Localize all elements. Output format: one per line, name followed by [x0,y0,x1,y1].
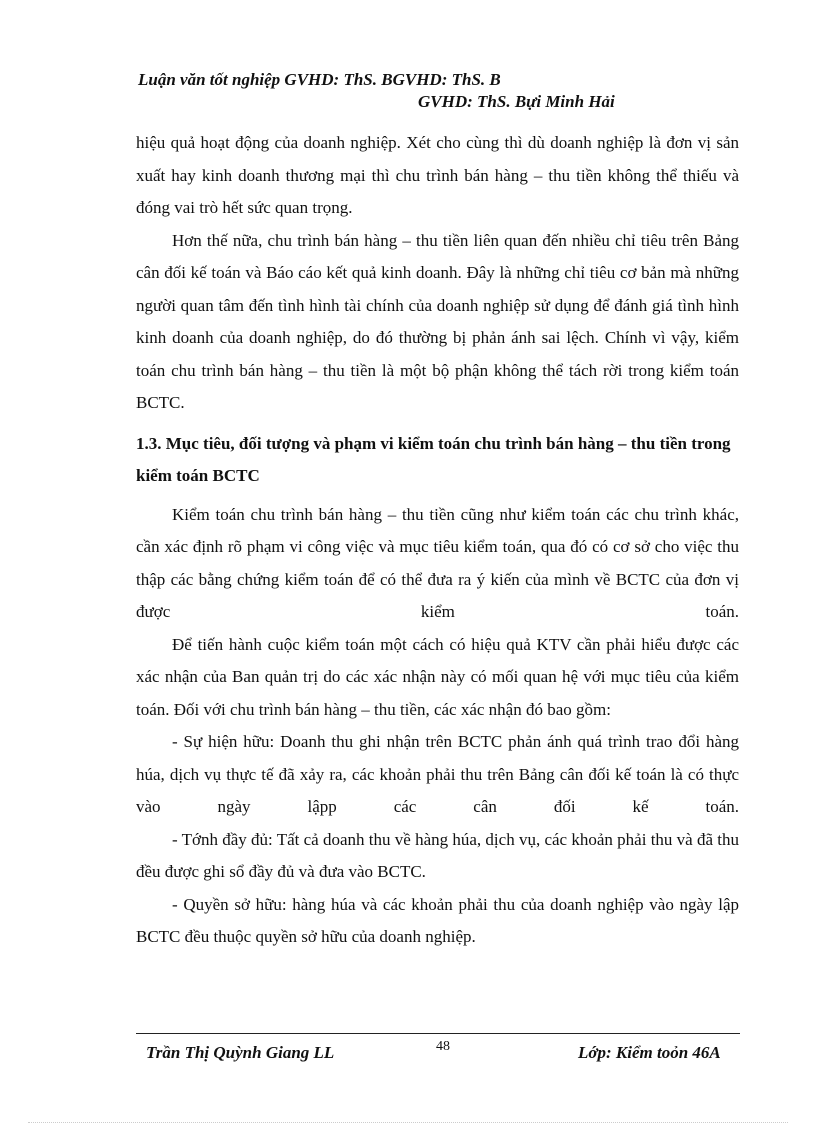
paragraph-4: Để tiến hành cuộc kiểm toán một cách có hiệu quả KTV cần phải hiểu được các xác nhận của Ban quản trị do các xác nhận này có mối quan hệ với mục tiêu của kiểm toán. Đối với chu trình bán hàng – thu tiền, các xác nhận đó bao gồm: [136,634,739,719]
paragraph-5: - Sự hiện hữu: Doanh thu ghi nhận trên BCTC phản ánh quá trình trao đổi hàng húa, dịch vụ thực tế đã xảy ra, các khoản phải thu trên Bảng cân đối kế toán là có thực vào ngày lậpp các cân đối kế toán. [136,732,739,816]
paragraph-2: Hơn thế nữa, chu trình bán hàng – thu tiền liên quan đến nhiều chỉ tiêu trên Bảng cân đối kế toán và Báo cáo kết quả kinh doanh. Đây là những chỉ tiêu cơ bản mà những người quan tâm đến tình hình tài chính của doanh nghiệp sử dụng để đánh giá tình hình kinh doanh của doanh nghiệp, do đó thường bị phản ánh sai lệch. Chính vì vậy, kiểm toán chu trình bán hàng – thu tiền là một bộ phận không thể tách rời trong kiểm toán BCTC. [136,230,739,412]
footer-divider [136,1033,740,1034]
paragraph-7: - Quyền sở hữu: hàng húa và các khoản phải thu của doanh nghiệp vào ngày lập BCTC đều thuộc quyền sở hữu của doanh nghiệp. [136,894,739,946]
section-heading: 1.3. Mục tiêu, đối tượng và phạm vi kiểm toán chu trình bán hàng – thu tiền trong kiểm toán BCTC [136,433,731,485]
paragraph-6: - Tớnh đầy đủ: Tất cả doanh thu về hàng húa, dịch vụ, các khoản phải thu và đã thu đều được ghi sổ đầy đủ và đưa vào BCTC. [136,829,739,881]
header-advisor: GVHD: ThS. Bựi Minh Hải [418,92,615,111]
page-number: 48 [436,1039,450,1054]
document-body [136,127,739,954]
footer-author: Trần Thị Quỳnh Giang LL [146,1043,335,1062]
paragraph-1: hiệu quả hoạt động của doanh nghiệp. Xét cho cùng thì dù doanh nghiệp là đơn vị sản xuất hay kinh doanh thương mại thì chu trình bán hàng – thu tiền không thể thiếu và đóng vai trò hết sức quan trọng. [136,133,739,217]
paragraph-3: Kiểm toán chu trình bán hàng – thu tiền cũng như kiểm toán các chu trình khác, cần xác định rõ phạm vi công việc và mục tiêu kiểm toán, qua đó có cơ sở cho việc thu thập các bằng chứng kiểm toán để có thể đưa ra ý kiến của mình về BCTC của đơn vị được kiểm toán. [136,504,739,621]
footer-class: Lớp: Kiểm toỏn 46A [578,1043,721,1062]
header-title: Luận văn tốt nghiệp GVHD: ThS. BGVHD: ThS. B [138,70,501,89]
